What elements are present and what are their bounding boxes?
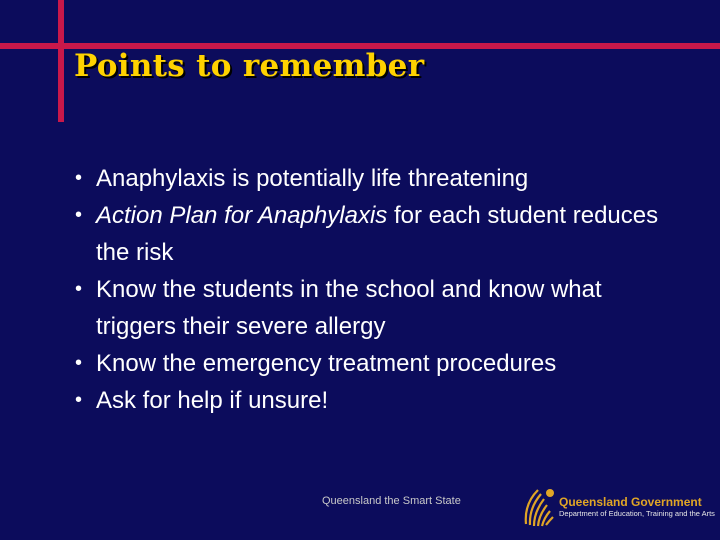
bullet-item: [75, 271, 685, 345]
slide-title: Points to remember: [74, 48, 425, 84]
accent-vertical-line: [58, 0, 64, 122]
bullet-text: Ask for help if unsure!: [96, 387, 329, 414]
bullet-italic-text: Action Plan for Anaphylaxis: [96, 202, 388, 229]
bullet-dot-icon: •: [75, 352, 83, 374]
bullet-item: [75, 160, 685, 197]
bullet-list: [75, 160, 685, 419]
footer-tagline: Queensland the Smart State: [322, 495, 461, 507]
bullet-dot-icon: •: [75, 278, 83, 300]
bullet-item: [75, 382, 685, 419]
bullet-item: [75, 197, 685, 271]
bullet-item: [75, 345, 685, 382]
bullet-text: for each student reduces the risk: [96, 202, 659, 266]
bullet-text: Anaphylaxis is potentially life threatening: [96, 165, 529, 192]
bullet-text: Know the emergency treatment procedures: [96, 350, 557, 377]
queensland-crest-icon: [520, 484, 558, 530]
logo-government-name: Queensland Government: [559, 495, 702, 509]
bullet-text: Know the students in the school and know what triggers their severe allergy: [96, 276, 602, 340]
bullet-dot-icon: •: [75, 204, 83, 226]
logo-department-name: Department of Education, Training and the Arts: [559, 509, 715, 518]
bullet-dot-icon: •: [75, 167, 83, 189]
queensland-government-logo: [520, 484, 720, 534]
bullet-dot-icon: •: [75, 389, 83, 411]
